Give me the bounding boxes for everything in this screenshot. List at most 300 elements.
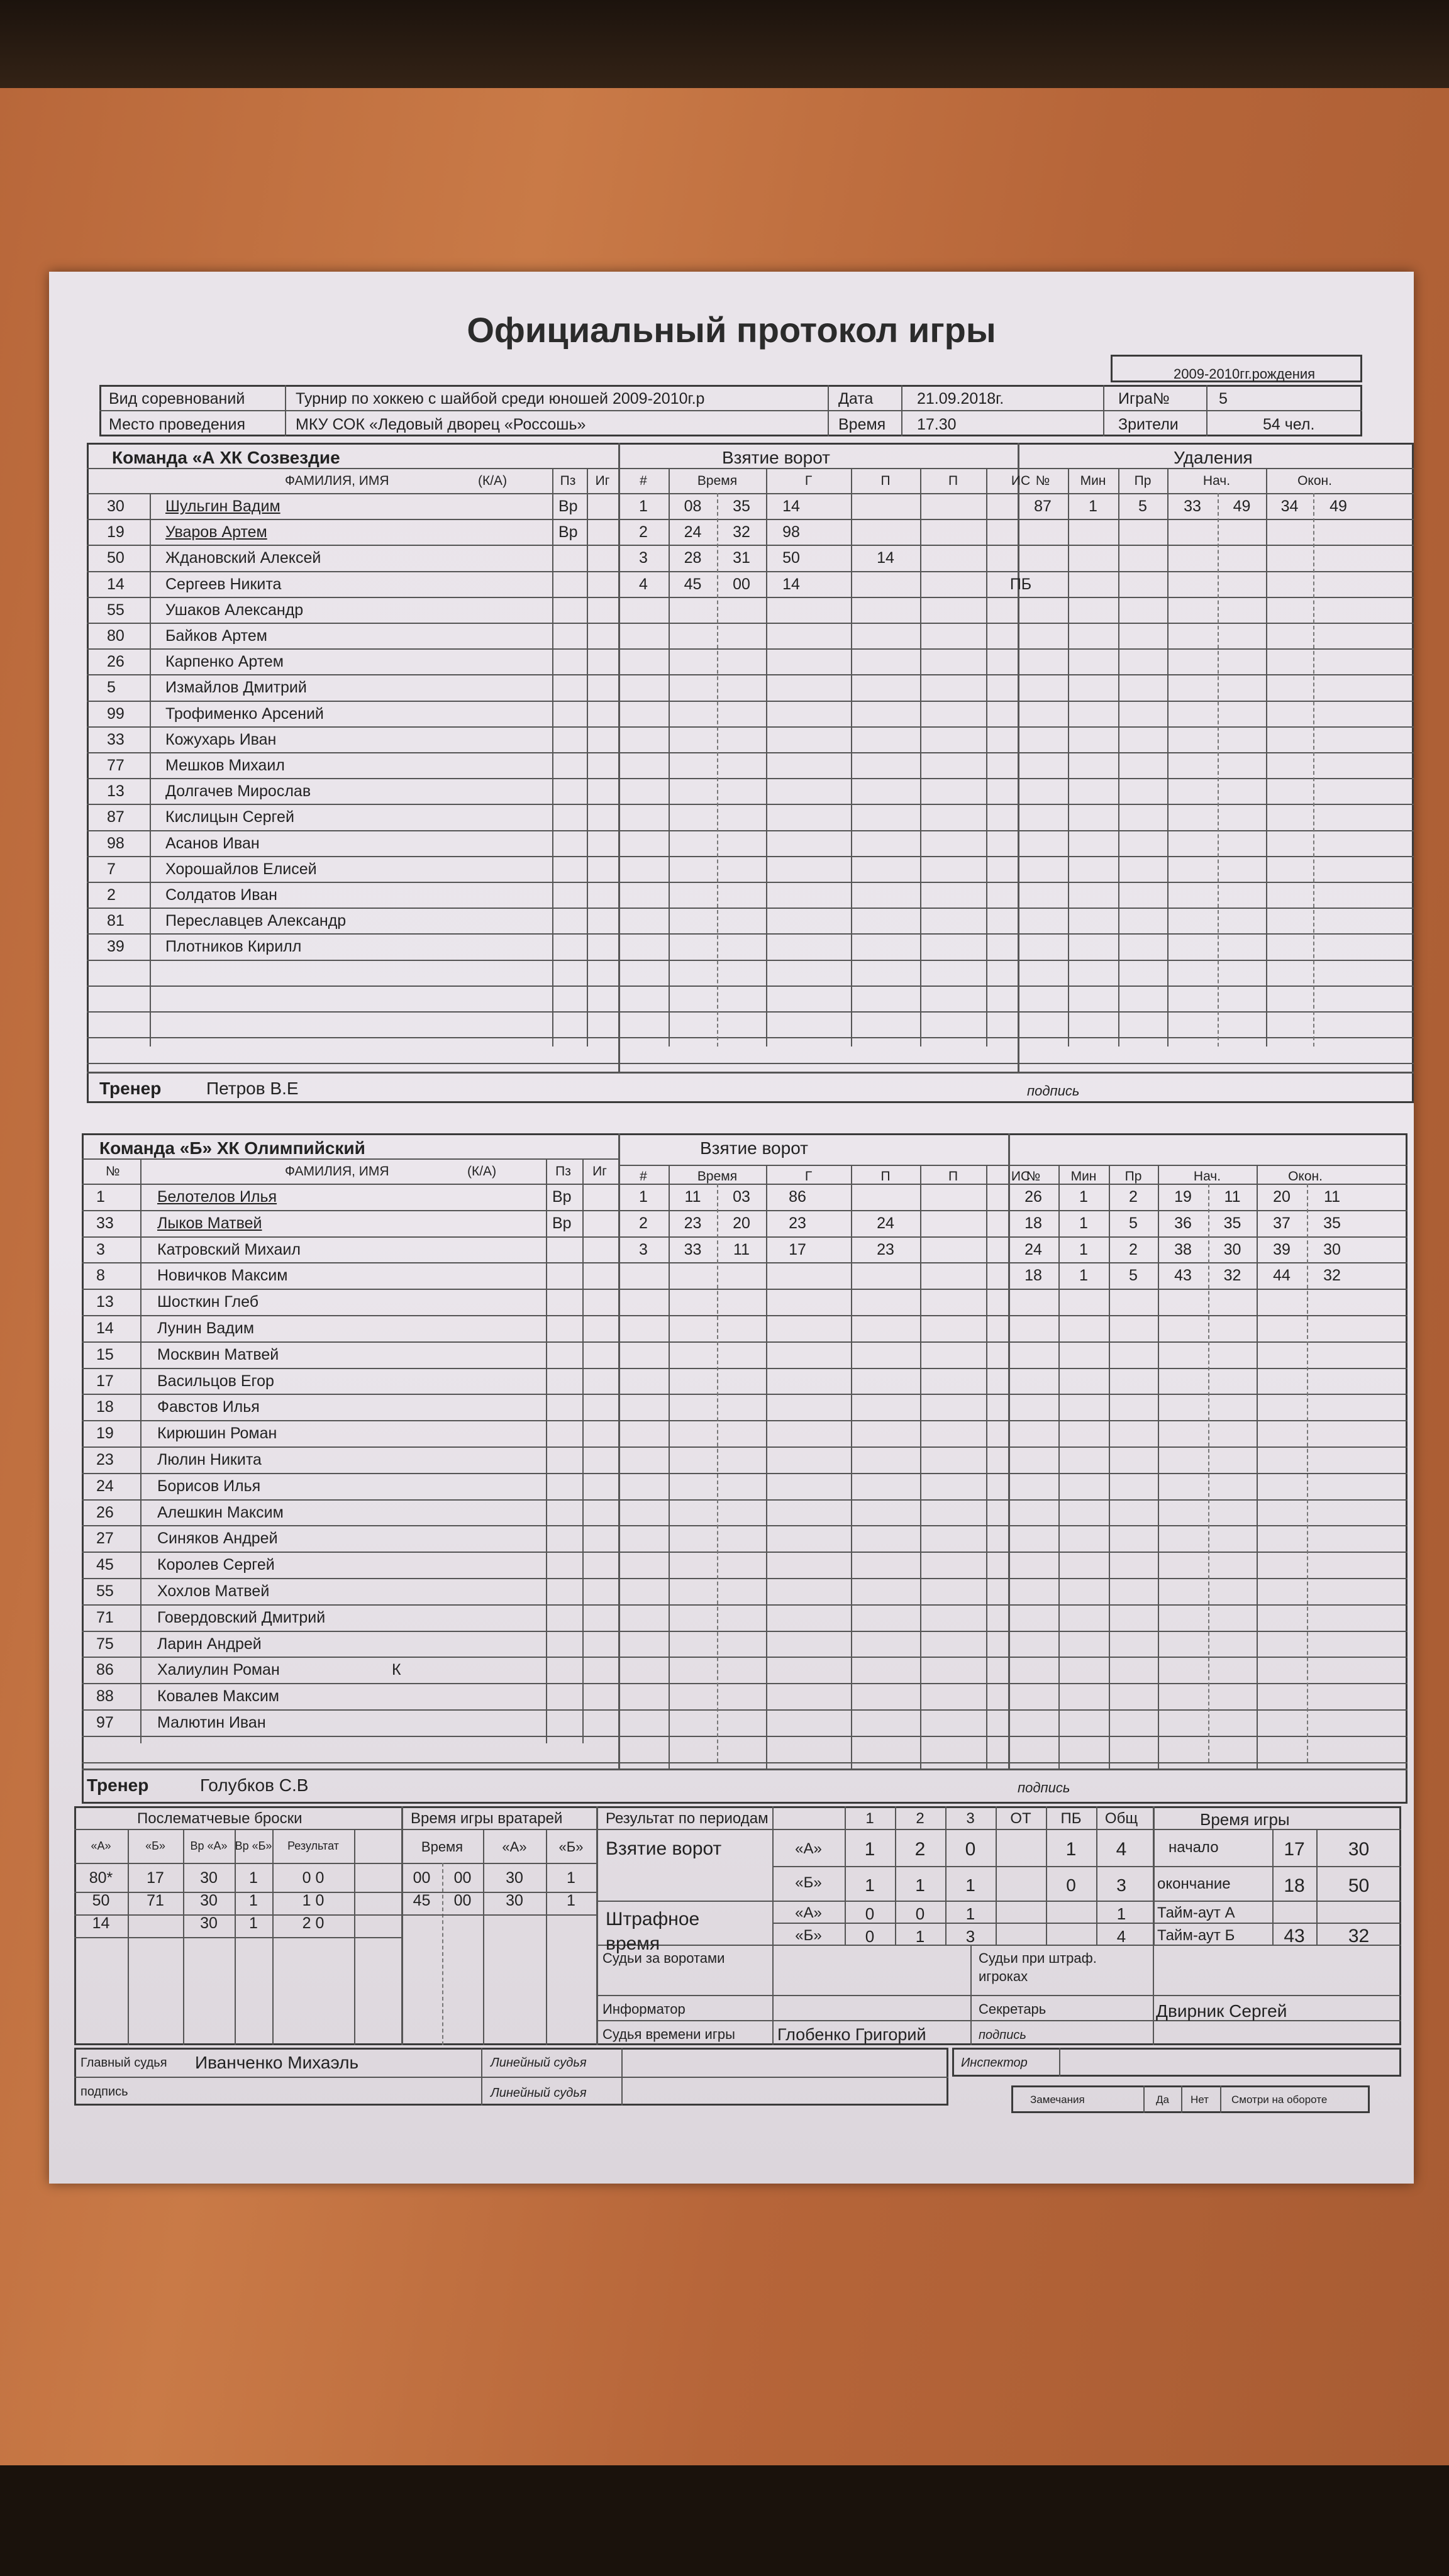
team-a-goal-minute: 24 [684, 523, 702, 541]
period-score-pim-b: 4 [1116, 1927, 1126, 1946]
goalie-time-minute: 00 [413, 1869, 431, 1887]
team-b-player-number: 27 [96, 1530, 114, 1548]
team-a-player-number: 77 [107, 757, 125, 774]
team-b-pen-reason: 2 [1129, 1240, 1138, 1258]
team-a-player-number: 30 [107, 497, 125, 515]
periods-header: Результат по периодам [606, 1810, 769, 1827]
secretary-sign-label: подпись [979, 2028, 1026, 2042]
team-b-goals-col-p2: П [948, 1169, 958, 1184]
spectators-value: 54 чел. [1263, 416, 1315, 433]
team-b-pen-reason: 5 [1129, 1214, 1138, 1232]
team-b-pen-end-sec: 11 [1324, 1188, 1340, 1206]
competition-value: Турнир по хоккею с шайбой среди юношей 2009-2010г.р [296, 390, 705, 408]
goals-team-a-label: «А» [795, 1840, 822, 1857]
secretary-label: Секретарь [979, 2001, 1046, 2017]
penalty-judges-label: Судьи при штраф. игроках [979, 1950, 1097, 1984]
team-a-goals-header: Взятие ворот [722, 448, 830, 467]
team-b-pen-start-sec: 30 [1223, 1240, 1241, 1258]
team-a-col-name: ФАМИЛИЯ, ИМЯ [285, 474, 389, 488]
team-b-col-ka: (К/А) [467, 1164, 497, 1179]
goalie-time-header: Время игры вратарей [411, 1810, 563, 1827]
periods-col-2: 3 [966, 1810, 975, 1827]
goalie-time-team-b: 1 [567, 1869, 575, 1887]
team-a-goal-second: 35 [733, 497, 750, 515]
competition-label: Вид соревнований [109, 390, 245, 408]
team-a-pen-end-min: 34 [1280, 497, 1299, 515]
team-b-goal-scorer: 23 [789, 1214, 806, 1232]
team-b-player-name: Люлин Никита [157, 1451, 262, 1468]
team-a-player-name: Трофименко Арсений [165, 704, 324, 723]
team-a-player-name: Хорошайлов Елисей [165, 860, 317, 878]
team-a-goal-number: 2 [639, 523, 648, 541]
team-a-player-number: 55 [107, 601, 125, 619]
goal-judges-label: Судьи за воротами [602, 1950, 725, 1966]
team-a-player-name: Байков Артем [165, 627, 267, 645]
team-b-pen-reason: 5 [1129, 1267, 1138, 1285]
period-score-goals-a: 4 [1116, 1839, 1127, 1860]
team-a-pen-col-no: № [1035, 474, 1050, 488]
shootout-col-3: Вр «Б» [235, 1840, 272, 1852]
team-a-goal-situation: ПБ [1009, 575, 1032, 593]
page-title: Официальный протокол игры [467, 310, 996, 350]
team-a-goals-col-is: ИС [1011, 474, 1031, 488]
game-label: Игра№ [1118, 390, 1170, 408]
team-b-player-name: Ларин Андрей [157, 1635, 262, 1653]
team-b-pen-player: 18 [1024, 1214, 1042, 1232]
team-a-pen-start-sec: 49 [1233, 497, 1251, 515]
team-b-player-number: 97 [96, 1714, 114, 1731]
team-a-pen-minutes: 1 [1089, 497, 1097, 515]
periods-col-0: 1 [865, 1810, 874, 1827]
team-a-player-name: Кожухарь Иван [165, 730, 277, 748]
team-b-pen-minutes: 1 [1079, 1267, 1088, 1285]
team-a-player-number: 98 [107, 834, 125, 852]
team-a-pen-reason: 5 [1138, 497, 1147, 515]
team-b-captain-mark: К [392, 1661, 401, 1679]
team-b-player-number: 13 [96, 1293, 114, 1311]
team-a-name: Команда «А ХК Созвездие [112, 448, 340, 467]
team-b-coach-name: Голубков С.В [200, 1775, 309, 1795]
pim-team-a-label: «А» [795, 1904, 822, 1921]
team-a-pen-col-start: Нач. [1202, 474, 1231, 488]
team-b-coach-label: Тренер [87, 1775, 149, 1795]
team-a-goal-number: 4 [639, 575, 648, 593]
team-b-player-number: 33 [96, 1214, 114, 1232]
team-b-pen-player: 24 [1024, 1240, 1042, 1258]
team-a-player-name: Сергеев Никита [165, 575, 282, 593]
team-b-pen-start-min: 19 [1174, 1188, 1192, 1206]
team-b-goals-col-is: ИС [1011, 1169, 1031, 1184]
team-b-player-number: 88 [96, 1687, 114, 1706]
team-b-player-number: 55 [96, 1582, 114, 1600]
game-number: 5 [1219, 390, 1228, 408]
team-a-block [87, 443, 1414, 1103]
team-b-player-name: Лунин Вадим [157, 1319, 255, 1337]
team-b-pen-start-sec: 35 [1223, 1214, 1241, 1232]
team-a-player-name: Шульгин Вадим [165, 497, 280, 515]
team-a-goal-assist-1: 14 [877, 549, 894, 567]
team-a-player-name: Измайлов Дмитрий [165, 679, 307, 697]
venue-value: МКУ СОК «Ледовый дворец «Россошь» [296, 416, 586, 433]
shootout-col-1: «Б» [145, 1840, 165, 1852]
team-a-player-number: 50 [107, 549, 125, 567]
team-a-player-number: 99 [107, 704, 125, 723]
goalie-time-minute: 45 [413, 1892, 431, 1909]
pim-by-period-label: Штрафное время [606, 1909, 700, 1954]
team-b-goal-assist-1: 23 [877, 1240, 894, 1258]
team-b-player-name: Говердовский Дмитрий [157, 1608, 326, 1626]
team-a-col-ka: (К/А) [478, 474, 508, 488]
team-b-goals-col-no: # [640, 1169, 647, 1184]
timeout-b-minute: 43 [1284, 1926, 1305, 1946]
team-a-pen-col-min: Мин [1080, 474, 1106, 488]
team-b-player-name: Халиулин Роман [157, 1661, 280, 1679]
goalie-time-team-a: 30 [506, 1869, 523, 1887]
team-a-player-name: Солдатов Иван [165, 886, 277, 904]
team-a-player-number: 39 [107, 938, 125, 956]
team-b-pen-col-min: Мин [1070, 1169, 1097, 1184]
team-b-player-name: Борисов Илья [157, 1477, 261, 1495]
game-time-header: Время игры [1200, 1810, 1290, 1829]
team-b-goal-number: 1 [639, 1188, 648, 1206]
protocol-sheet [49, 272, 1414, 2184]
team-a-goals-col-p2: П [948, 474, 958, 488]
team-a-goal-minute: 08 [684, 497, 702, 515]
period-score-pim-a: 0 [865, 1904, 875, 1923]
team-a-coach-name: Петров В.Е [206, 1079, 299, 1098]
team-a-player-number: 81 [107, 912, 125, 930]
team-b-pen-start-min: 36 [1174, 1214, 1192, 1232]
timeout-a-label: Тайм-аут А [1157, 1904, 1235, 1921]
period-score-goals-b: 0 [1066, 1875, 1076, 1895]
shootout-result: 0 0 [302, 1869, 325, 1887]
timeout-b-label: Тайм-аут Б [1157, 1927, 1235, 1944]
team-a-player-position: Вр [558, 523, 578, 541]
date-value: 21.09.2018г. [917, 390, 1004, 408]
referee-name: Иванченко Михаэль [195, 2053, 359, 2072]
team-b-player-name: Кирюшин Роман [157, 1424, 277, 1443]
team-a-player-number: 33 [107, 730, 125, 748]
team-b-player-name: Васильцов Егор [157, 1372, 274, 1390]
team-a-col-pz: Пз [560, 474, 576, 488]
game-end-minute: 50 [1348, 1875, 1370, 1896]
team-a-goals-col-p1: П [880, 474, 891, 488]
shootout-goalie-a: 30 [200, 1914, 218, 1932]
periods-col-3: ОТ [1010, 1810, 1031, 1827]
team-b-player-number: 26 [96, 1503, 114, 1521]
team-b-player-name: Лыков Матвей [157, 1214, 262, 1232]
team-b-name: Команда «Б» ХК Олимпийский [99, 1138, 365, 1158]
goalie-time-second: 00 [453, 1869, 472, 1887]
team-a-player-name: Ушаков Александр [165, 601, 304, 619]
shootout-shooter-a: 50 [92, 1892, 110, 1909]
team-b-goals-col-time: Время [697, 1169, 738, 1184]
period-score-pim-a: 0 [915, 1904, 925, 1923]
team-b-goals-col-g: Г [804, 1169, 813, 1184]
team-b-player-number: 17 [96, 1372, 114, 1390]
team-b-player-number: 24 [96, 1477, 114, 1495]
team-a-player-name: Уваров Артем [165, 523, 267, 541]
team-b-goal-second: 03 [733, 1188, 750, 1206]
team-b-goal-scorer: 17 [789, 1240, 806, 1258]
team-b-pen-end-sec: 35 [1323, 1214, 1341, 1232]
team-b-player-number: 18 [96, 1398, 114, 1416]
game-start-hour: 17 [1284, 1839, 1305, 1860]
shootout-shooter-a: 14 [92, 1914, 110, 1932]
team-b-col-pz: Пз [555, 1164, 571, 1179]
goalie-time-team-a: 30 [506, 1892, 523, 1909]
shootout-shooter-a: 80* [89, 1869, 113, 1887]
team-b-player-name: Хохлов Матвей [157, 1582, 270, 1600]
inspector-label: Инспектор [961, 2056, 1028, 2070]
team-b-player-number: 19 [96, 1424, 114, 1443]
team-b-pen-start-sec: 32 [1223, 1267, 1241, 1285]
team-b-pen-minutes: 1 [1079, 1214, 1088, 1232]
team-b-player-number: 86 [96, 1661, 114, 1679]
team-b-pen-end-sec: 30 [1323, 1240, 1341, 1258]
team-b-col-no: № [106, 1164, 120, 1179]
team-a-goal-scorer: 14 [782, 575, 800, 593]
shootout-col-4: Результат [287, 1840, 339, 1852]
shootout-col-2: Вр «А» [190, 1840, 228, 1852]
team-b-player-number: 71 [96, 1608, 114, 1626]
timeout-b-second: 32 [1348, 1926, 1370, 1946]
linesman-1-label: Линейный судья [491, 2056, 587, 2070]
team-a-player-name: Карпенко Артем [165, 653, 284, 671]
team-b-goal-number: 3 [639, 1240, 648, 1258]
team-a-player-number: 26 [107, 653, 125, 671]
team-a-goal-second: 32 [733, 523, 750, 541]
team-b-goal-second: 20 [733, 1214, 750, 1232]
goalie-time-col-time: Время [421, 1839, 464, 1855]
period-score-goals-a: 1 [1065, 1839, 1077, 1860]
period-score-pim-b: 0 [865, 1927, 875, 1946]
team-b-pen-col-end: Окон. [1288, 1169, 1323, 1184]
team-a-goals-col-no: # [640, 474, 647, 488]
goals-team-b-label: «Б» [795, 1874, 822, 1891]
team-b-pen-end-min: 39 [1273, 1240, 1291, 1258]
venue-label: Место проведения [109, 416, 246, 433]
shootout-shooter-b: 17 [147, 1869, 164, 1887]
team-b-pen-player: 26 [1024, 1188, 1042, 1206]
team-b-pen-col-start: Нач. [1193, 1169, 1221, 1184]
team-b-goal-assist-1: 24 [877, 1214, 894, 1232]
secretary-name: Двирник Сергей [1156, 2001, 1287, 2021]
team-a-goal-scorer: 14 [782, 497, 800, 515]
timekeeper-label: Судья времени игры [602, 2026, 735, 2042]
team-b-goal-minute: 33 [684, 1240, 702, 1258]
team-a-player-name: Долгачев Мирослав [165, 782, 311, 801]
team-b-pen-end-min: 20 [1273, 1188, 1291, 1206]
team-a-goal-scorer: 50 [782, 549, 800, 567]
shootout-header: Послематчевые броски [137, 1810, 303, 1827]
team-b-pen-reason: 2 [1129, 1188, 1138, 1206]
period-score-goals-b: 3 [1116, 1875, 1126, 1895]
team-a-goal-minute: 28 [684, 549, 702, 567]
referee-sign-label: подпись [80, 2085, 128, 2099]
date-label: Дата [838, 390, 874, 408]
team-b-pen-end-min: 37 [1273, 1214, 1291, 1232]
team-a-player-number: 14 [107, 575, 125, 593]
linesman-2-label: Линейный судья [491, 2086, 587, 2100]
timekeeper-name: Глобенко Григорий [777, 2025, 926, 2044]
team-a-goal-scorer: 98 [782, 523, 800, 541]
period-score-goals-a: 1 [864, 1839, 875, 1860]
team-a-player-position: Вр [558, 497, 578, 515]
game-start-label: начало [1169, 1839, 1219, 1856]
team-b-player-name: Ковалев Максим [157, 1687, 279, 1706]
pim-team-b-label: «Б» [795, 1927, 822, 1944]
team-b-player-name: Малютин Иван [157, 1714, 266, 1731]
team-b-pen-start-sec: 11 [1224, 1188, 1241, 1206]
team-b-player-name: Новичков Максим [157, 1267, 288, 1285]
team-b-player-number: 14 [96, 1319, 114, 1337]
team-a-goal-minute: 45 [684, 575, 702, 593]
team-b-player-position: Вр [552, 1188, 572, 1206]
shootout-goalie-b: 1 [249, 1914, 258, 1932]
goalie-time-second: 00 [453, 1892, 472, 1909]
team-b-pen-start-min: 43 [1174, 1267, 1192, 1285]
shootout-result: 2 0 [302, 1914, 325, 1932]
team-b-player-number: 15 [96, 1345, 114, 1363]
team-b-pen-col-no: № [1026, 1169, 1041, 1184]
team-a-player-name: Мешков Михаил [165, 757, 285, 774]
team-a-player-number: 87 [107, 808, 125, 826]
period-score-pim-a: 1 [1116, 1904, 1126, 1923]
team-a-player-name: Асанов Иван [165, 834, 260, 852]
team-b-goal-number: 2 [639, 1214, 648, 1232]
game-end-hour: 18 [1284, 1875, 1305, 1896]
team-a-penalties-header: Удаления [1174, 448, 1253, 467]
team-a-goal-number: 1 [639, 497, 648, 515]
team-a-player-number: 2 [107, 886, 116, 904]
team-b-col-name: ФАМИЛИЯ, ИМЯ [285, 1164, 389, 1179]
team-a-goal-number: 3 [639, 549, 648, 567]
team-b-player-name: Королев Сергей [157, 1556, 275, 1574]
goals-by-period-label: Взятие ворот [606, 1838, 722, 1859]
team-a-player-number: 7 [107, 860, 116, 878]
periods-col-4: ПБ [1060, 1810, 1082, 1827]
team-b-pen-start-min: 38 [1174, 1240, 1192, 1258]
shootout-goalie-a: 30 [200, 1869, 218, 1887]
goalie-time-col-b: «Б» [558, 1839, 584, 1855]
team-b-pen-player: 18 [1024, 1267, 1042, 1285]
team-b-goal-second: 11 [733, 1240, 750, 1258]
team-b-player-number: 75 [96, 1635, 114, 1653]
period-score-pim-a: 1 [965, 1904, 975, 1923]
shootout-goalie-b: 1 [249, 1892, 258, 1909]
shootout-goalie-a: 30 [200, 1892, 218, 1909]
team-b-goal-minute: 23 [684, 1214, 702, 1232]
team-a-goal-second: 31 [733, 549, 750, 567]
team-b-player-number: 45 [96, 1556, 114, 1574]
remarks-no: Нет [1191, 2094, 1209, 2106]
remarks-yes: Да [1156, 2094, 1169, 2106]
team-a-player-name: Плотников Кирилл [165, 938, 302, 956]
team-a-player-name: Ждановский Алексей [165, 549, 321, 567]
shootout-shooter-b: 71 [147, 1892, 164, 1909]
period-score-goals-b: 1 [915, 1875, 925, 1895]
team-b-player-name: Катровский Михаил [157, 1240, 301, 1258]
team-b-player-number: 3 [96, 1240, 105, 1258]
shootout-result: 1 0 [302, 1892, 325, 1909]
period-score-goals-b: 1 [965, 1875, 975, 1895]
team-a-goal-second: 00 [733, 575, 750, 593]
team-a-player-number: 80 [107, 627, 125, 645]
team-b-goal-scorer: 86 [789, 1188, 806, 1206]
team-a-pen-col-end: Окон. [1297, 474, 1332, 488]
birth-year: 2009-2010гг.рождения [1174, 366, 1316, 382]
goalie-time-team-b: 1 [567, 1892, 575, 1909]
period-score-goals-a: 2 [914, 1839, 926, 1860]
goalie-time-col-a: «А» [502, 1839, 527, 1855]
team-a-player-name: Переславцев Александр [165, 912, 347, 930]
team-a-coach-label: Тренер [99, 1079, 162, 1098]
team-b-player-name: Синяков Андрей [157, 1530, 278, 1548]
team-b-sign-label: подпись [1018, 1780, 1070, 1796]
team-a-pen-player: 87 [1034, 497, 1052, 515]
team-b-pen-col-pr: Пр [1124, 1169, 1142, 1184]
team-a-player-number: 5 [107, 679, 116, 697]
team-b-player-number: 1 [96, 1188, 105, 1206]
period-score-pim-b: 1 [915, 1927, 925, 1946]
period-score-goals-b: 1 [865, 1875, 875, 1895]
game-end-label: окончание [1157, 1875, 1231, 1892]
team-a-pen-start-min: 33 [1184, 497, 1201, 515]
team-b-player-name: Алешкин Максим [157, 1503, 284, 1521]
spectators-label: Зрители [1118, 416, 1179, 433]
team-a-pen-end-sec: 49 [1330, 497, 1347, 515]
team-b-pen-minutes: 1 [1079, 1240, 1088, 1258]
team-a-col-ig: Иг [595, 474, 610, 488]
floor [0, 2465, 1449, 2576]
team-b-pen-minutes: 1 [1079, 1188, 1088, 1206]
team-b-player-number: 8 [96, 1267, 105, 1285]
team-b-col-ig: Иг [592, 1164, 607, 1179]
team-b-goal-minute: 11 [684, 1188, 701, 1206]
team-b-player-name: Шосткин Глеб [157, 1293, 259, 1311]
remarks-label: Замечания [1030, 2094, 1085, 2106]
period-score-pim-b: 3 [965, 1927, 975, 1946]
team-b-player-name: Фавстов Илья [157, 1398, 260, 1416]
time-label: Время [838, 416, 886, 433]
team-b-player-position: Вр [552, 1214, 572, 1232]
team-b-player-name: Москвин Матвей [157, 1345, 279, 1363]
shootout-col-0: «А» [91, 1840, 111, 1852]
team-b-goals-header: Взятие ворот [700, 1138, 808, 1158]
period-score-goals-a: 0 [965, 1839, 976, 1860]
team-a-pen-col-pr: Пр [1134, 474, 1152, 488]
team-a-player-name: Кислицын Сергей [165, 808, 294, 826]
shootout-goalie-b: 1 [249, 1869, 258, 1887]
team-a-goals-col-time: Время [697, 474, 738, 488]
team-a-sign-label: подпись [1027, 1083, 1080, 1099]
referee-label: Главный судья [80, 2056, 167, 2070]
team-b-pen-end-min: 44 [1273, 1267, 1291, 1285]
team-b-pen-end-sec: 32 [1323, 1267, 1341, 1285]
team-b-goals-col-p1: П [880, 1169, 891, 1184]
see-back-label: Смотри на обороте [1231, 2094, 1328, 2106]
time-value: 17.30 [917, 416, 957, 433]
team-a-player-number: 13 [107, 782, 125, 801]
periods-col-1: 2 [916, 1810, 924, 1827]
periods-col-5: Общ [1104, 1810, 1138, 1827]
team-b-player-number: 23 [96, 1451, 114, 1468]
team-a-player-number: 19 [107, 523, 125, 541]
team-a-goals-col-g: Г [804, 474, 813, 488]
informer-label: Информатор [602, 2001, 686, 2017]
team-b-player-name: Белотелов Илья [157, 1188, 277, 1206]
